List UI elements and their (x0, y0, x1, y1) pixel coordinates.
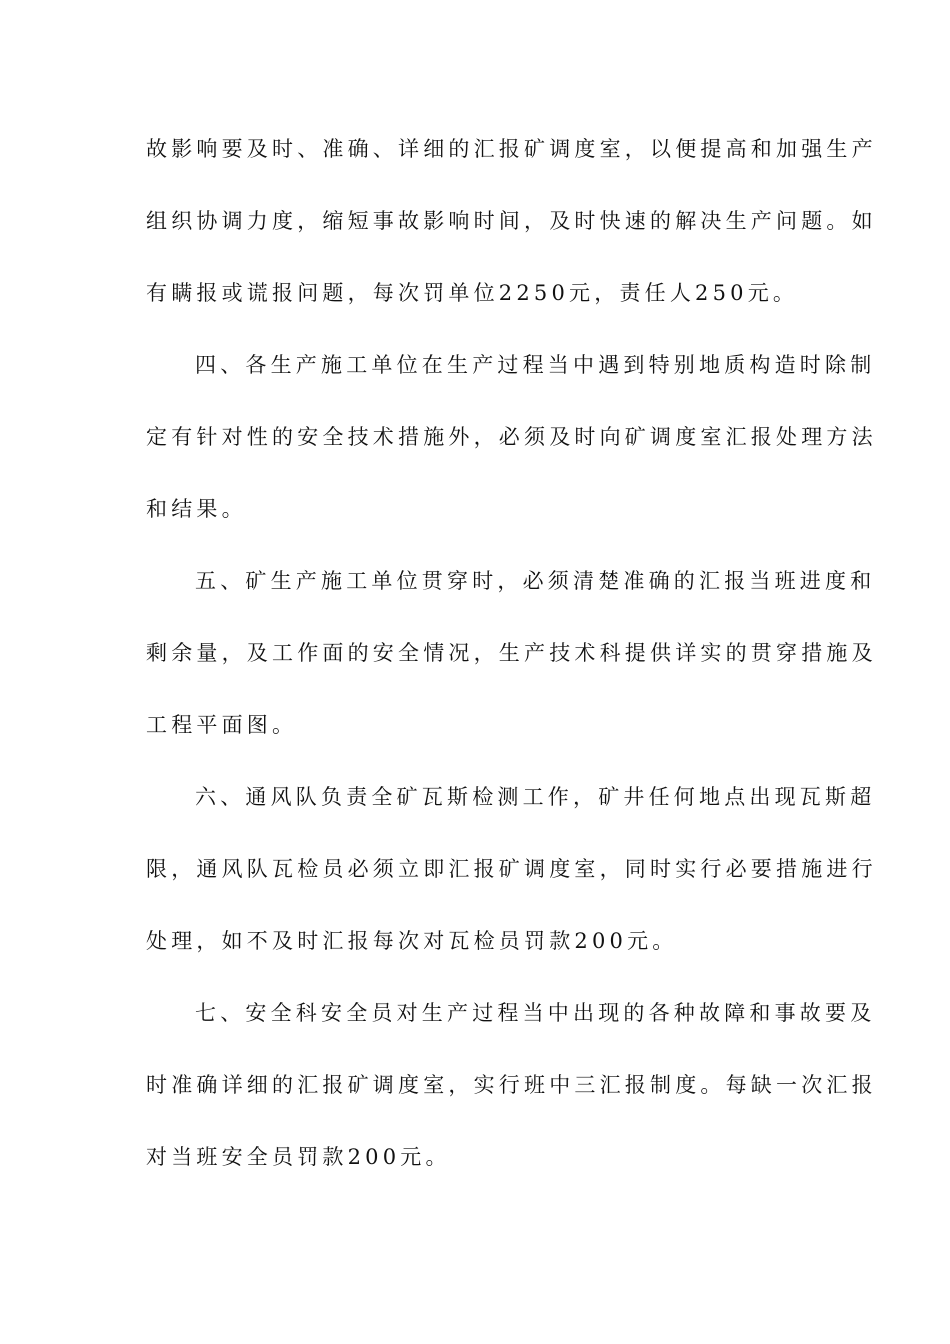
text-line: 对当班安全员罚款200元。 (146, 1145, 451, 1169)
paragraph-start-line: 五、矿生产施工单位贯穿时，必须清楚准确的汇报当班进度和 (195, 569, 876, 593)
text-line: 和结果。 (146, 497, 247, 521)
text-line: 定有针对性的安全技术措施外，必须及时向矿调度室汇报处理方法 (146, 425, 877, 449)
text-line: 时准确详细的汇报矿调度室，实行班中三汇报制度。每缺一次汇报 (146, 1073, 877, 1097)
body-text (146, 125, 877, 1205)
text-line: 剩余量，及工作面的安全情况，生产技术科提供详实的贯穿措施及 (146, 641, 877, 665)
text-line: 限，通风队瓦检员必须立即汇报矿调度室，同时实行必要措施进行 (146, 857, 877, 881)
text-line: 故影响要及时、准确、详细的汇报矿调度室，以便提高和加强生产 (146, 137, 877, 161)
paragraph-start-line: 六、通风队负责全矿瓦斯检测工作，矿井任何地点出现瓦斯超 (195, 785, 876, 809)
text-line: 组织协调力度，缩短事故影响时间，及时快速的解决生产问题。如 (146, 209, 877, 233)
text-line: 处理，如不及时汇报每次对瓦检员罚款200元。 (146, 929, 678, 953)
text-line: 有瞒报或谎报问题，每次罚单位2250元，责任人250元。 (146, 281, 799, 305)
paragraph-start-line: 七、安全科安全员对生产过程当中出现的各种故障和事故要及 (195, 1001, 876, 1025)
text-line: 工程平面图。 (146, 713, 298, 737)
paragraph-start-line: 四、各生产施工单位在生产过程当中遇到特别地质构造时除制 (195, 353, 876, 377)
